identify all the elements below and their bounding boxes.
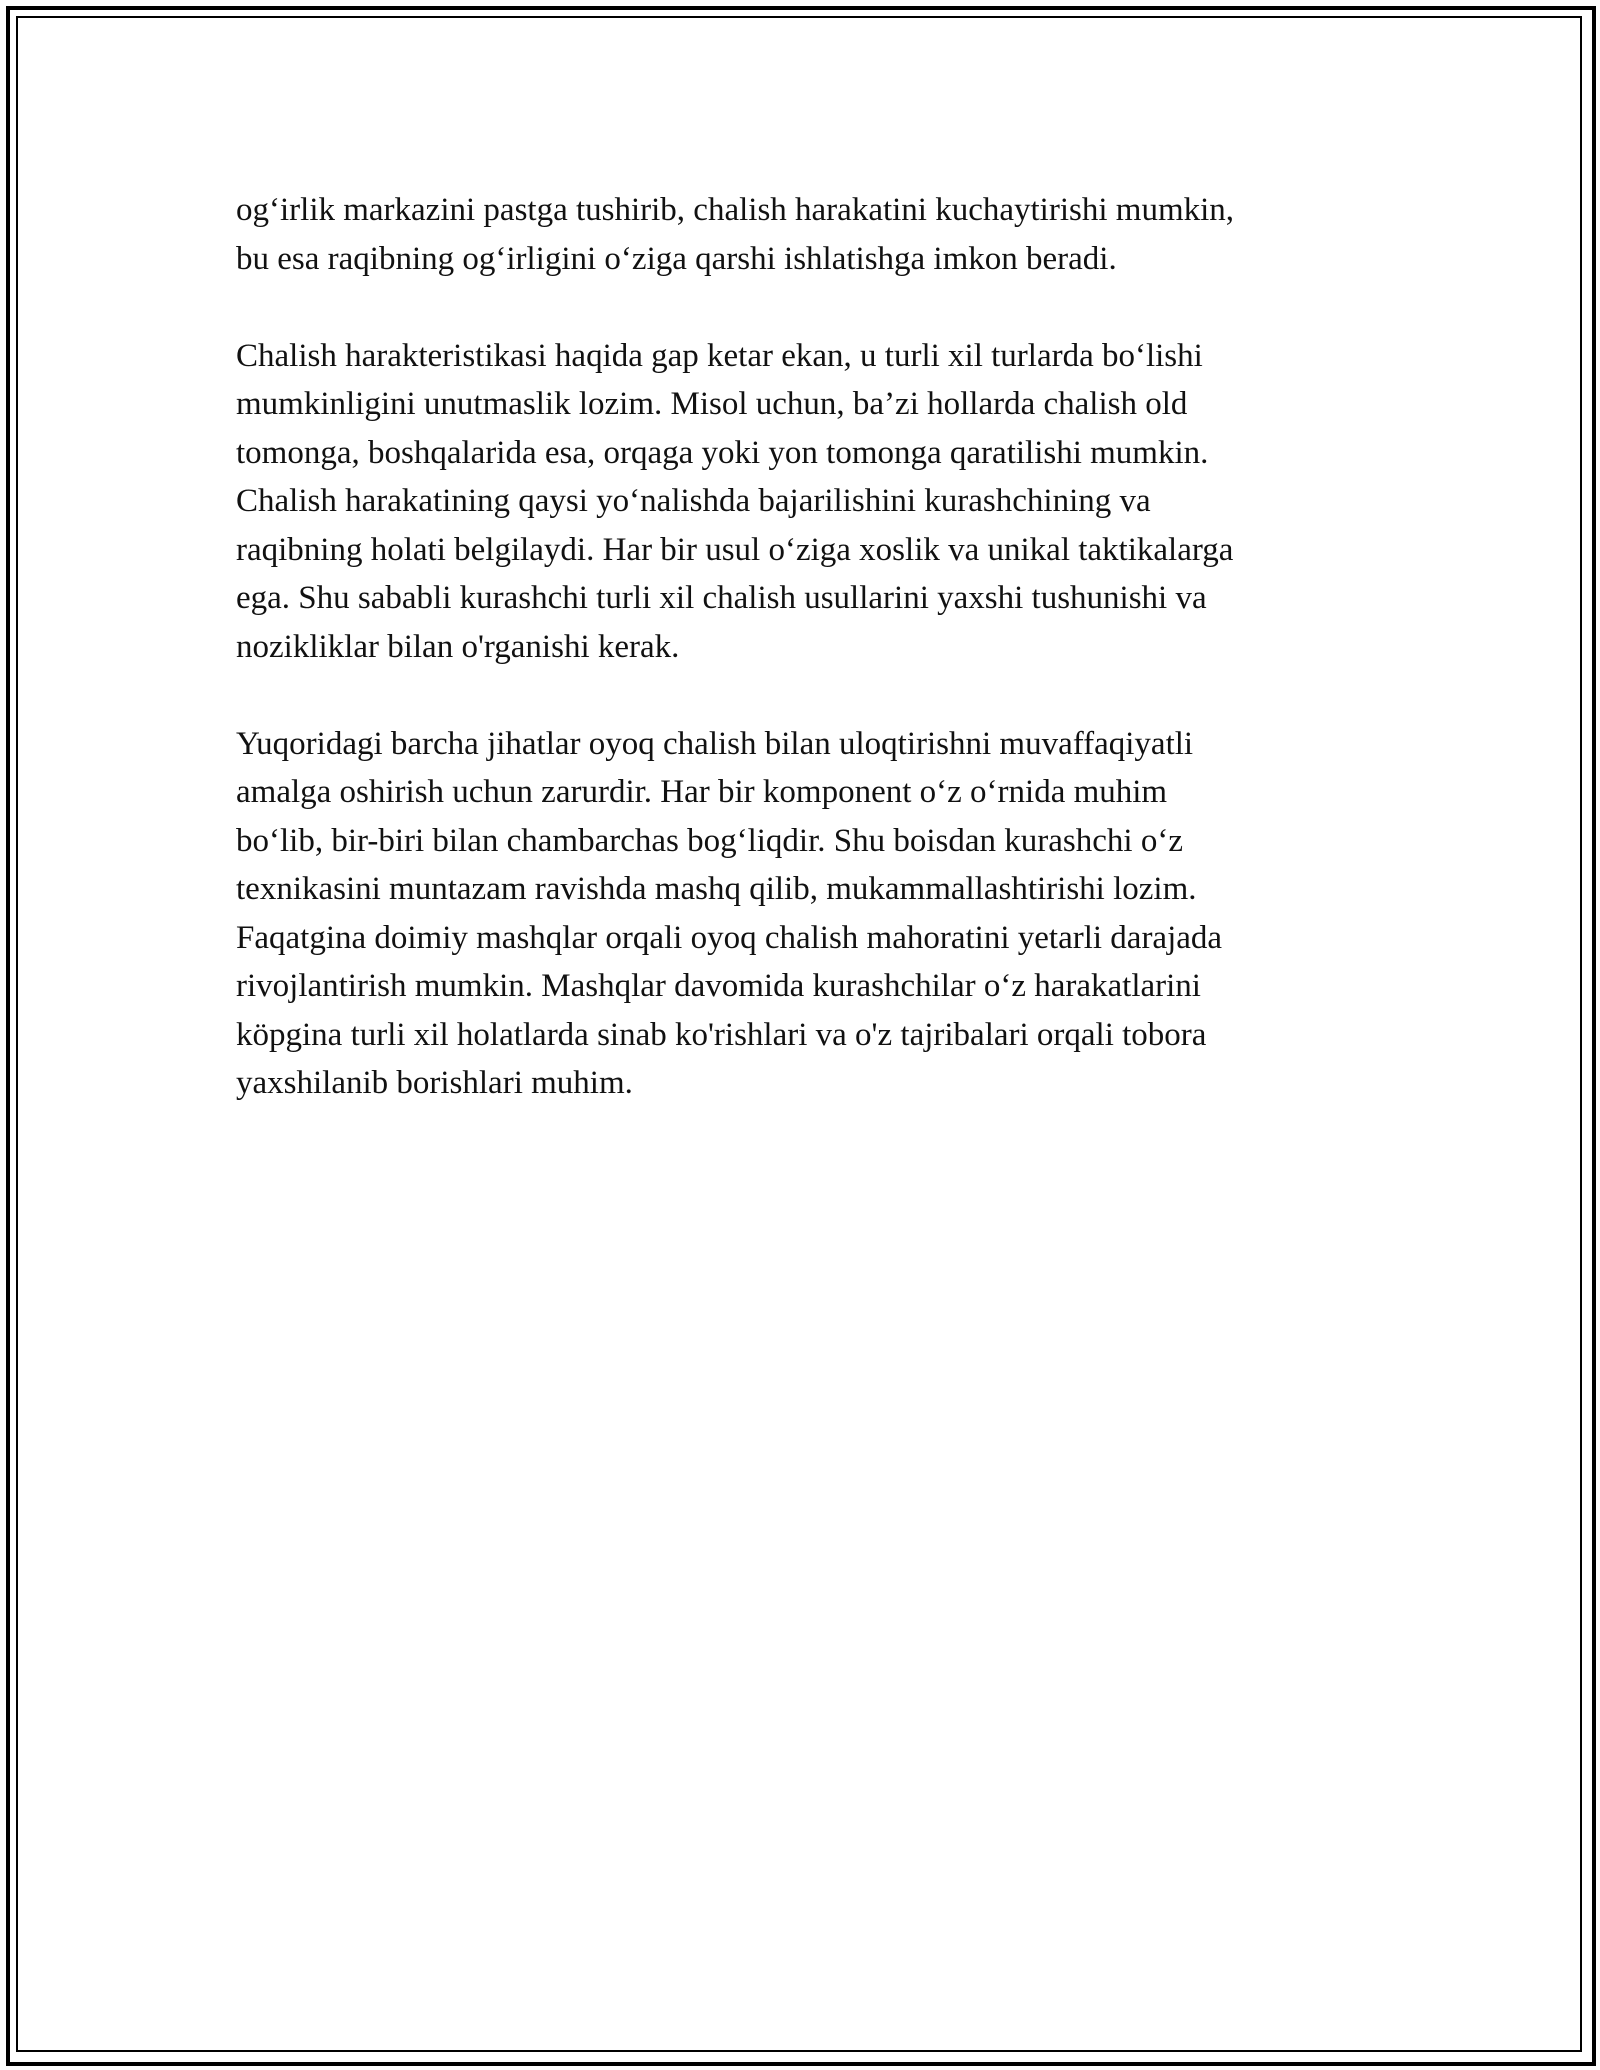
text-line: bu esa raqibning og‘irligini o‘ziga qarshi ishlatishga imkon beradi. bbox=[236, 240, 1117, 277]
paragraph-1 bbox=[236, 186, 1416, 283]
text-line: Faqatgina doimiy mashqlar orqali oyoq chalish mahoratini yetarli darajada bbox=[236, 919, 1223, 956]
text-line: Chalish harakatining qaysi yo‘nalishda bajarilishini kurashchining va bbox=[236, 483, 1151, 519]
document-body bbox=[236, 186, 1416, 1156]
text-line: tomonga, boshqalarida esa, orqaga yoki yon tomonga qaratilishi mumkin. bbox=[236, 434, 1209, 471]
text-line: raqibning holati belgilaydi. Har bir usul o‘ziga xoslik va unikal taktikalarga bbox=[236, 531, 1234, 568]
text-line: amalga oshirish uchun zarurdir. Har bir komponent o‘z o‘rnida muhim bbox=[236, 774, 1168, 810]
text-line: yaxshilanib borishlari muhim. bbox=[236, 1065, 633, 1101]
text-line: mumkinligini unutmaslik lozim. Misol uchun, ba’zi hollarda chalish old bbox=[236, 386, 1188, 422]
paragraph-3 bbox=[236, 720, 1416, 1108]
text-line: Yuqoridagi barcha jihatlar oyoq chalish bilan uloqtirishni muvaffaqiyatli bbox=[236, 725, 1194, 762]
text-line: Chalish harakteristikasi haqida gap ketar ekan, u turli xil turlarda bo‘lishi bbox=[236, 337, 1203, 374]
text-line: texnikasini muntazam ravishda mashq qilib, mukammallashtirishi lozim. bbox=[236, 871, 1197, 907]
text-line: rivojlantirish mumkin. Mashqlar davomida kurashchilar o‘z harakatlarini bbox=[236, 968, 1201, 1004]
text-line: og‘irlik markazini pastga tushirib, chalish harakatini kuchaytirishi mumkin, bbox=[236, 192, 1235, 228]
text-line: nozikliklar bilan o'rganishi kerak. bbox=[236, 628, 680, 665]
text-line: bo‘lib, bir-biri bilan chambarchas bog‘liqdir. Shu boisdan kurashchi o‘z bbox=[236, 822, 1183, 859]
paragraph-2 bbox=[236, 332, 1416, 672]
text-line: ega. Shu sababli kurashchi turli xil chalish usullarini yaxshi tushunishi va bbox=[236, 580, 1207, 616]
text-line: köpgina turli xil holatlarda sinab ko'rishlari va o'z tajribalari orqali tobora bbox=[236, 1016, 1207, 1053]
